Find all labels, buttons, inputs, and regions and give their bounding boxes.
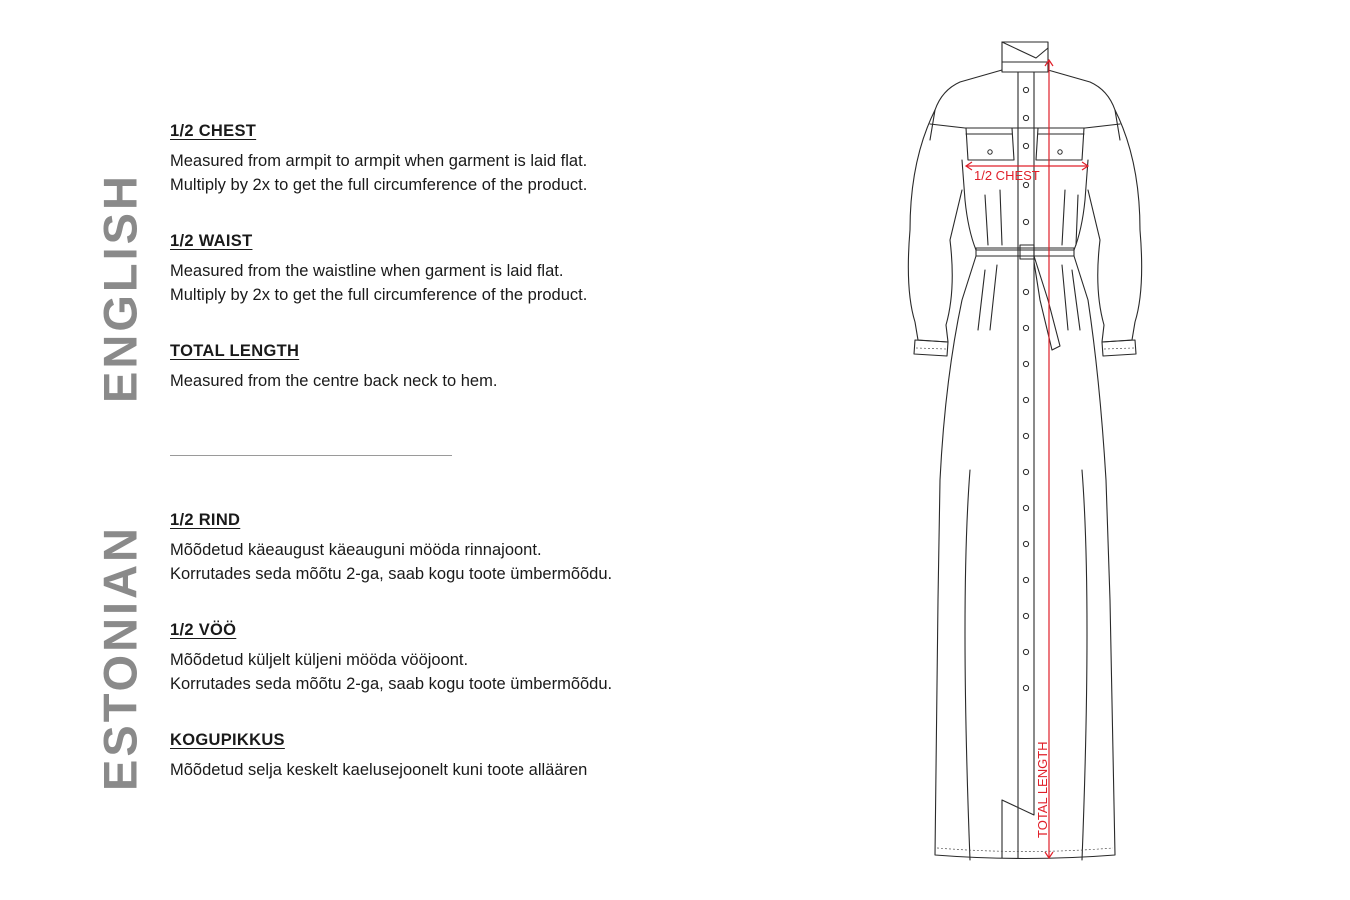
length-instruction	[170, 342, 587, 393]
section-divider	[170, 455, 452, 456]
voo-line-1: Mõõdetud küljelt küljeni mööda vööjoont.	[170, 651, 469, 669]
rind-line-1: Mõõdetud käeaugust käeauguni mööda rinnajoont.	[170, 541, 542, 559]
waist-title: 1/2 WAIST	[170, 232, 253, 250]
dress-technical-drawing	[880, 30, 1150, 870]
belt	[976, 248, 1074, 256]
voo-instruction	[170, 621, 612, 696]
english-section-label: ENGLISH	[93, 173, 147, 403]
chest-instruction	[170, 122, 587, 197]
waist-line-2: Multiply by 2x to get the full circumference of the product.	[170, 286, 588, 304]
belt-buckle	[1020, 245, 1034, 259]
rind-line-2: Korrutades seda mõõtu 2-ga, saab kogu toote ümbermõõdu.	[170, 565, 613, 583]
hem-stitching	[937, 848, 1113, 852]
length-title: TOTAL LENGTH	[170, 342, 300, 360]
chest-line-2: Multiply by 2x to get the full circumference of the product.	[170, 176, 588, 194]
right-sleeve	[1088, 110, 1142, 342]
left-pocket	[966, 128, 1014, 160]
kogupikkus-title: KOGUPIKKUS	[170, 731, 285, 749]
right-pocket	[1036, 128, 1084, 160]
estonian-instructions	[170, 511, 612, 817]
estonian-section-label: ESTONIAN	[93, 525, 147, 791]
chest-measurement	[966, 162, 1088, 183]
length-measure-label: TOTAL LENGTH	[1035, 741, 1050, 838]
rind-instruction	[170, 511, 612, 586]
chest-line-1: Measured from armpit to armpit when garment is laid flat.	[170, 152, 588, 170]
yoke-line	[930, 124, 1120, 128]
waist-line-1: Measured from the waistline when garment is laid flat.	[170, 262, 564, 280]
collar	[1002, 42, 1048, 72]
kogupikkus-line-1: Mõõdetud selja keskelt kaelusejoonelt kuni toote alläären	[170, 761, 588, 779]
left-sleeve	[908, 110, 962, 342]
waist-instruction	[170, 232, 587, 307]
skirt	[935, 256, 1115, 859]
chest-measure-label: 1/2 CHEST	[974, 168, 1040, 183]
voo-line-2: Korrutades seda mõõtu 2-ga, saab kogu toote ümbermõõdu.	[170, 675, 613, 693]
kogupikkus-instruction	[170, 731, 612, 782]
voo-title: 1/2 VÖÖ	[170, 621, 237, 639]
button-placket	[1002, 72, 1034, 858]
belt-tie	[1034, 256, 1060, 350]
chest-title: 1/2 CHEST	[170, 122, 257, 140]
rind-title: 1/2 RIND	[170, 511, 241, 529]
english-instructions	[170, 122, 587, 428]
length-line-1: Measured from the centre back neck to hem.	[170, 372, 498, 390]
